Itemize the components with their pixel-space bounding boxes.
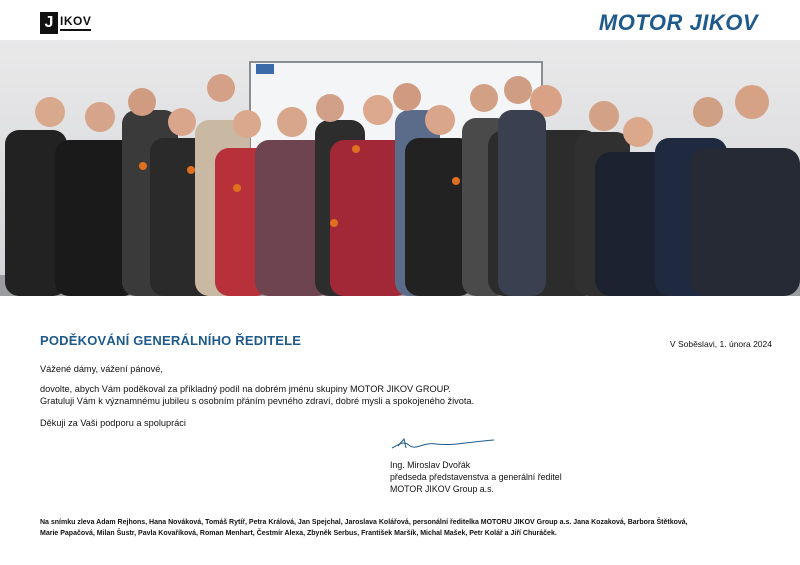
signer-role: předseda představenstva a generální ředitel [390,472,562,482]
group-photo [0,40,800,296]
signer-name: Ing. Miroslav Dvořák [390,460,471,470]
letter-body-line-2: Gratuluji Vám k významnému jubileu s osobním přáním pevného zdraví, dobré mysli a spokojeného života. [40,396,475,406]
signer-company: MOTOR JIKOV Group a.s. [390,484,494,494]
caption-line-2: Marie Papačová, Milan Šustr, Pavla Kovaříková, Roman Menhart, Čestmír Alexa, Zbyněk Serbus, František Maršík, Michal Mašek, Petr Kolář a Jiří Churáček. [40,529,557,537]
jikov-logo-mark: J [40,12,58,34]
caption-line-1: Na snímku zleva Adam Rejhons, Hana Nováková, Tomáš Rytíř, Petra Králová, Jan Spejchal, Jaroslava Kolářová, personální ředitelka MOTORU JIKOV Group a.s. Jana Kozaková, Barbora Štětková, [40,519,688,526]
letter-body-line-1: dovolte, abych Vám poděkoval za příkladný podíl na dobrém jménu skupiny MOTOR JIKOV GROUP. [40,384,451,394]
jikov-logo [40,12,92,36]
letter-thanks: Děkuji za Vaši podporu a spolupráci [40,418,186,428]
handwritten-signature [390,436,500,457]
photo-caption [40,518,770,539]
motor-jikov-logo: MOTOR JIKOV [598,10,758,35]
jikov-logo-text: IKOV [60,14,91,31]
letter-date: V Soběslavi, 1. února 2024 [669,339,772,349]
letter-greeting: Vážené dámy, vážení pánové, [40,364,163,374]
letter-title: PODĚKOVÁNÍ GENERÁLNÍHO ŘEDITELE [40,333,302,348]
